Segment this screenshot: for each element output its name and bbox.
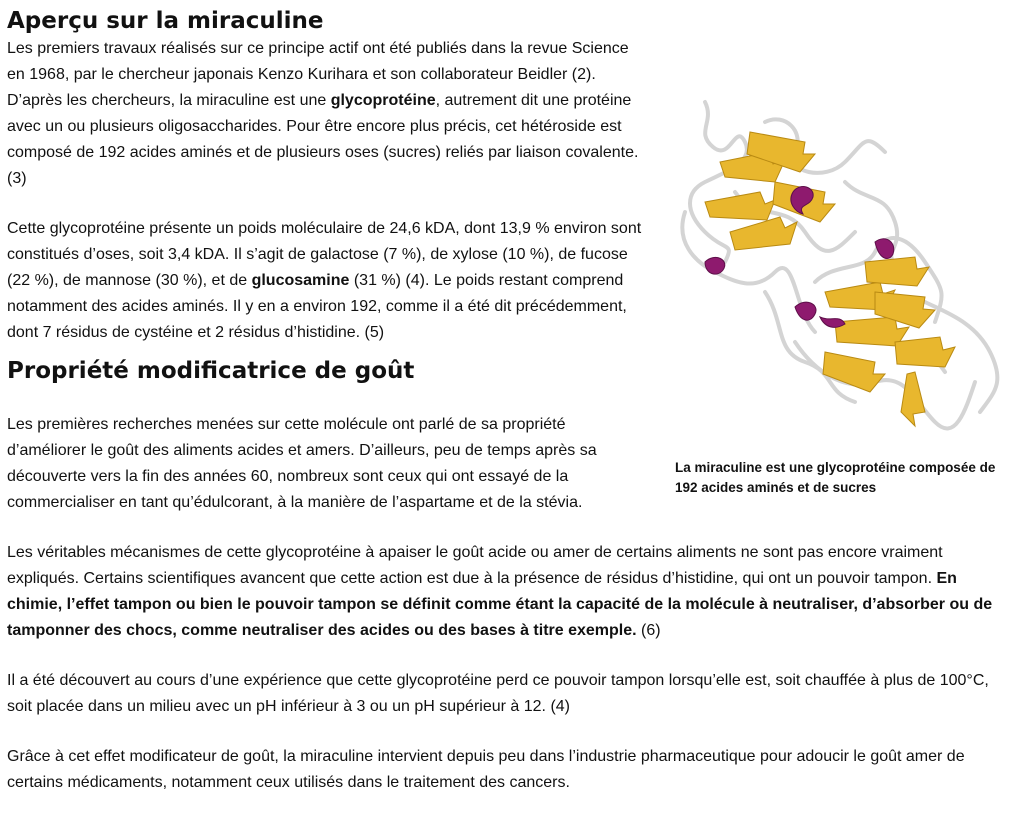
term-glycoproteine: glycoprotéine	[330, 92, 436, 109]
paragraph-5: Il a été découvert au cours d’une expérience que cette glycoprotéine perd ce pouvoir tampon lorsqu’elle est, soit chauffée à plus de 100°C, soit placée dans un milieu avec un pH inférieur à 3 ou un pH supérieur à 12. (4)	[7, 672, 989, 715]
figure-caption: La miraculine est une glycoprotéine composée de 192 acides aminés et de sucres	[675, 460, 996, 495]
paragraph-6: Grâce à cet effet modificateur de goût, la miraculine intervient depuis peu dans l’industrie pharmaceutique pour adoucir le goût amer de certains médicaments, notamment ceux utilisés dans le traitement des cancers.	[7, 748, 965, 791]
paragraph-4	[7, 540, 1007, 644]
section-heading-apercu: Aperçu sur la miraculine	[7, 8, 324, 34]
article	[7, 0, 1007, 796]
section-heading-propriete: Propriété modificatrice de goût	[7, 358, 415, 384]
paragraph-4-bold-definition: En chimie, l’effet tampon ou bien le pouvoir tampon se définit comme étant la capacité de la molécule à neutraliser, d’absorber ou de tamponner des chocs, comme neutraliser des acides ou des bases à titre exemple.	[7, 570, 993, 639]
paragraph-2-text-a: Cette glycoprotéine présente un poids moléculaire de 24,6 kDA, dont 13,9 % environ sont constitués d’oses, soit 3,4 kDA. Il s’agit de galactose (7 %), de xylose (10 %), de fucose (22 %), de mannose (30 %), et de	[7, 220, 642, 289]
paragraph-3: Les premières recherches menées sur cette molécule ont parlé de sa propriété d’améliorer le goût des aliments acides et amers. D’ailleurs, peu de temps après sa découverte vers la fin des années 60, nombreux sont ceux qui ont essayé de la commercialiser en tant qu’édulcorant, à la manière de l’aspartame et de la stévia.	[7, 416, 597, 511]
paragraph-4-text-c: (6)	[636, 622, 661, 639]
figure-miraculine	[675, 92, 1007, 498]
miraculine-protein-structure-image	[675, 92, 1007, 442]
paragraph-1	[7, 36, 657, 192]
paragraph-4-text-a: Les véritables mécanismes de cette glycoprotéine à apaiser le goût acide ou amer de certains aliments ne sont pas encore vraiment expliqués. Certains scientifiques avancent que cette action est due à la présence de résidus d’histidine, qui ont un pouvoir tampon.	[7, 544, 943, 587]
paragraph-1-text-a: Les premiers travaux réalisés sur ce principe actif ont été publiés dans la revue Science en 1968, par le chercheur japonais Kenzo Kurihara et son collaborateur Beidler (2). D’après les chercheurs, la miraculine est une	[7, 40, 629, 109]
term-glucosamine: glucosamine	[251, 272, 350, 289]
paragraph-1-text-c: , autrement dit une protéine avec un ou plusieurs oligosaccharides. Pour être encore plus précis, cet hétéroside est composé de 192 acides aminés et de plusieurs oses (sucres) reliés par liaison covalente. (3)	[7, 92, 639, 187]
paragraph-2-text-c: (31 %) (4). Le poids restant comprend notamment des acides aminés. Il y en a environ 192, comme il a été dit précédemment, dont 7 résidus de cystéine et 2 résidus d’histidine. (5)	[7, 272, 627, 341]
paragraph-2	[7, 216, 657, 346]
